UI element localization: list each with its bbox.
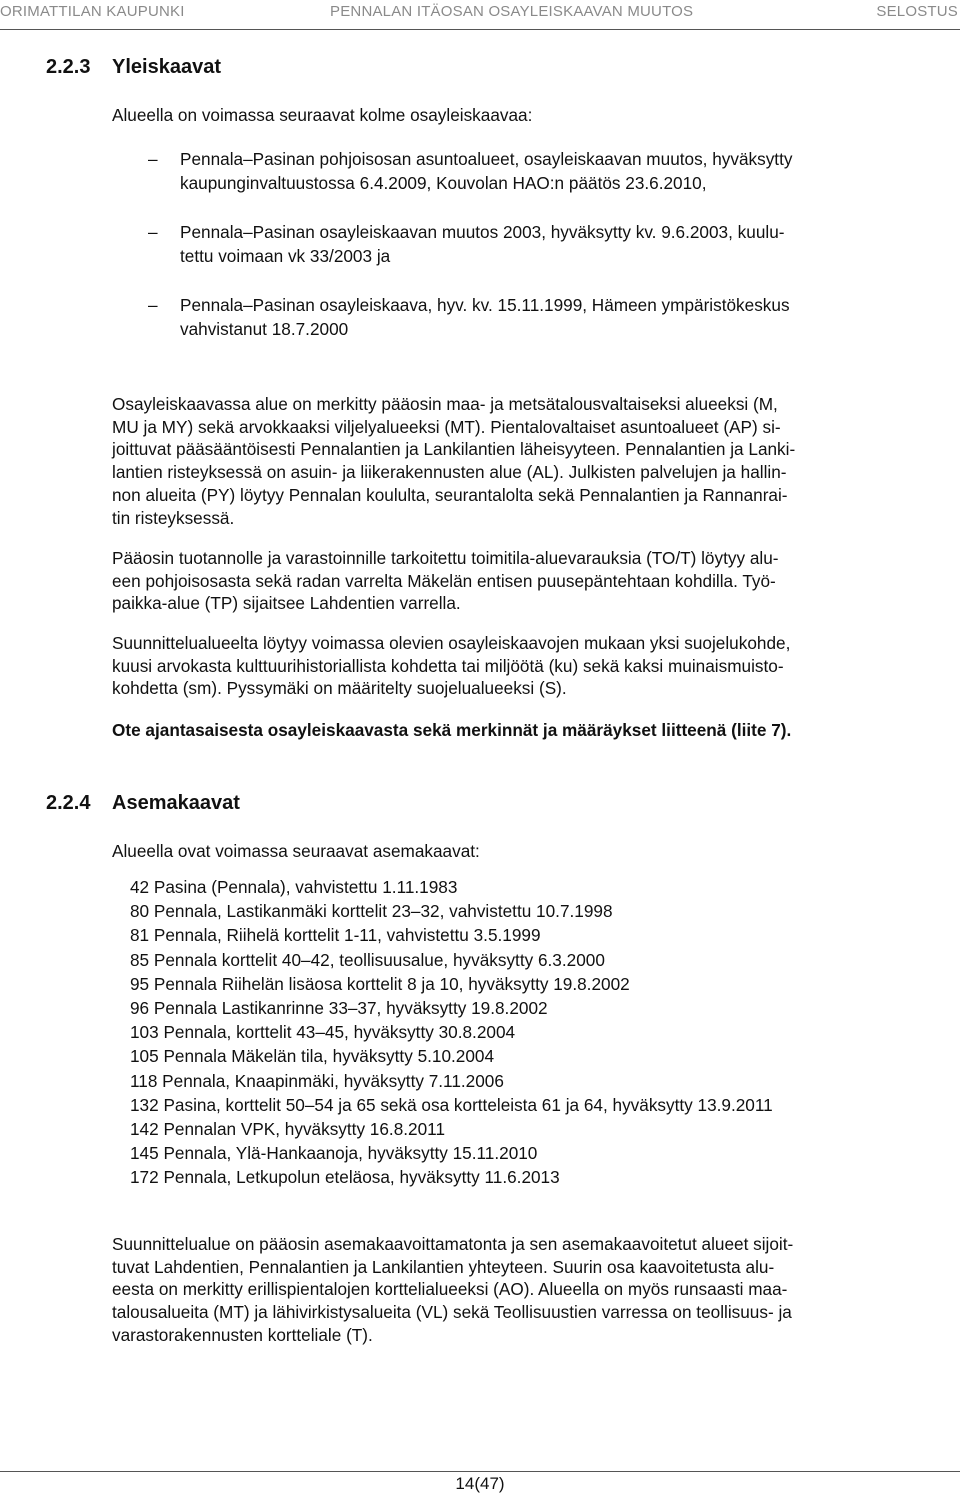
paragraph [112,1233,954,1347]
attachment-note [112,719,954,742]
paragraph-line: tuvat Lahdentien, Pennalantien ja Lankilantien yhteyteen. Suurin osa kaavoitetusta alu- [112,1256,775,1277]
attachment-note-text: Ote ajantasaisesta osayleiskaavasta sekä merkinnät ja määräykset liitteenä (liite 7). [112,720,792,740]
bullet-dash: – [148,149,158,169]
bullet-line: Pennala–Pasinan osayleiskaavan muutos 2003, hyväksytty kv. 9.6.2003, kuulu- [180,222,785,242]
section-intro [112,840,954,863]
paragraph-line: Osayleiskaavassa alue on merkitty pääosin maa- ja metsätalousvaltaiseksi alueeksi (M, [112,394,778,414]
paragraph-line: een pohjoisosasta sekä radan varrelta Mäkelän entisen puusepäntehtaan kohdilla. Työ- [112,570,776,591]
paragraph-line: kuusi arvokasta kulttuurihistoriallista kohdetta tai miljöötä (ku) sekä kaksi muinaismuisto- [112,655,784,676]
header-divider [0,29,960,30]
paragraph-line: lantien risteyksessä on asuin- ja liikerakennusten alue (AL). Julkisten palvelujen ja hallin- [112,462,787,483]
plan-item: 85 Pennala korttelit 40–42, teollisuusalue, hyväksytty 6.3.2000 [130,949,605,970]
bullet-line: kaupunginvaltuustossa 6.4.2009, Kouvolan HAO:n päätös 23.6.2010, [180,173,707,193]
paragraph-line: non alueita (PY) löytyy Pennalan koululta, seurantalolta sekä Pennalantien ja Rannanrai- [112,484,788,505]
paragraph-line: MU ja MY) sekä arvokkaaksi viljelyalueeksi (MT). Pientalovaltaiset asuntoalueet (AP) si- [112,416,781,437]
plan-item: 142 Pennalan VPK, hyväksytty 16.8.2011 [130,1119,445,1140]
plan-item: 172 Pennala, Letkupolun eteläosa, hyväksytty 11.6.2013 [130,1167,560,1188]
plan-item: 42 Pasina (Pennala), vahvistettu 1.11.1983 [130,877,458,897]
paragraph-line: joittuvat pääsääntöisesti Pennalantien ja Lankilantien läheisyyteen. Pennalantien ja Lanki- [112,439,796,460]
paragraph-line: varastorakennusten kortteliale (T). [112,1324,373,1345]
section-title: Yleiskaavat [112,56,221,78]
header-document-type: SELOSTUS [876,3,958,20]
bullet-dash: – [148,295,158,315]
bullet-item [180,220,960,268]
paragraph-line: paikka-alue (TP) sijaitsee Lahdentien varrella. [112,593,461,614]
plan-item: 96 Pennala Lastikanrinne 33–37, hyväksytty 19.8.2002 [130,998,548,1019]
paragraph-line: Pääosin tuotannolle ja varastoinnille tarkoitettu toimitila-aluevarauksia (TO/T) löytyy alu- [112,548,779,568]
paragraph [112,632,954,700]
intro-text: Alueella ovat voimassa seuraavat asemakaavat: [112,841,480,861]
detailed-plan-list [130,875,773,1190]
plan-item: 118 Pennala, Knaapinmäki, hyväksytty 7.11.2006 [130,1070,504,1091]
bullet-item [180,147,960,195]
plan-item: 81 Pennala, Riihelä korttelit 1-11, vahvistettu 3.5.1999 [130,925,541,946]
plan-item: 132 Pasina, korttelit 50–54 ja 65 sekä osa kortteleista 61 ja 64, hyväksytty 13.9.2011 [130,1094,773,1115]
page-number: 14(47) [455,1474,505,1493]
paragraph-line: talousalueita (MT) ja lähivirkistysalueita (VL) sekä Teollisuustien varressa on teollisuus- ja [112,1302,792,1323]
paragraph-line: Suunnittelualueelta löytyy voimassa olevien osayleiskaavojen mukaan yksi suojelukohde, [112,633,791,653]
running-header [0,0,960,26]
plan-item: 103 Pennala, korttelit 43–45, hyväksytty 30.8.2004 [130,1022,516,1043]
paragraph [112,393,954,529]
section-number: 2.2.3 [46,56,91,78]
header-organization: ORIMATTILAN KAUPUNKI [0,3,185,20]
section-intro [112,104,954,127]
paragraph-line: kohdetta (sm). Pyssymäki on määritelty suojelualueeksi (S). [112,678,567,699]
intro-text: Alueella on voimassa seuraavat kolme osayleiskaavaa: [112,105,533,125]
bullet-dash: – [148,222,158,242]
paragraph-line: Suunnittelualue on pääosin asemakaavoittamatonta ja sen asemakaavoitetut alueet sijoit- [112,1234,794,1254]
section-title: Asemakaavat [112,792,240,814]
section-heading-asemakaavat [46,792,240,815]
footer-divider [0,1471,960,1472]
bullet-line: vahvistanut 18.7.2000 [180,319,349,339]
bullet-line: Pennala–Pasinan osayleiskaava, hyv. kv. 15.11.1999, Hämeen ympäristökeskus [180,295,790,315]
bullet-item [180,293,960,341]
bullet-line: Pennala–Pasinan pohjoisosan asuntoalueet, osayleiskaavan muutos, hyväksytty [180,149,793,169]
plan-item: 105 Pennala Mäkelän tila, hyväksytty 5.10.2004 [130,1046,495,1067]
plan-item: 80 Pennala, Lastikanmäki korttelit 23–32, vahvistettu 10.7.1998 [130,901,613,922]
plan-item: 95 Pennala Riihelän lisäosa korttelit 8 ja 10, hyväksytty 19.8.2002 [130,973,630,994]
paragraph-line: eesta on merkitty erillispientalojen korttelialueeksi (AO). Alueella on myös runsaasti maa- [112,1279,788,1300]
paragraph [112,547,954,615]
paragraph-line: tin risteyksessä. [112,507,235,528]
header-document-title: PENNALAN ITÄOSAN OSAYLEISKAAVAN MUUTOS [330,3,694,20]
section-heading-yleiskaavat [46,56,221,79]
section-number: 2.2.4 [46,792,91,814]
bullet-line: tettu voimaan vk 33/2003 ja [180,246,391,266]
plan-item: 145 Pennala, Ylä-Hankaanoja, hyväksytty 15.11.2010 [130,1143,538,1164]
